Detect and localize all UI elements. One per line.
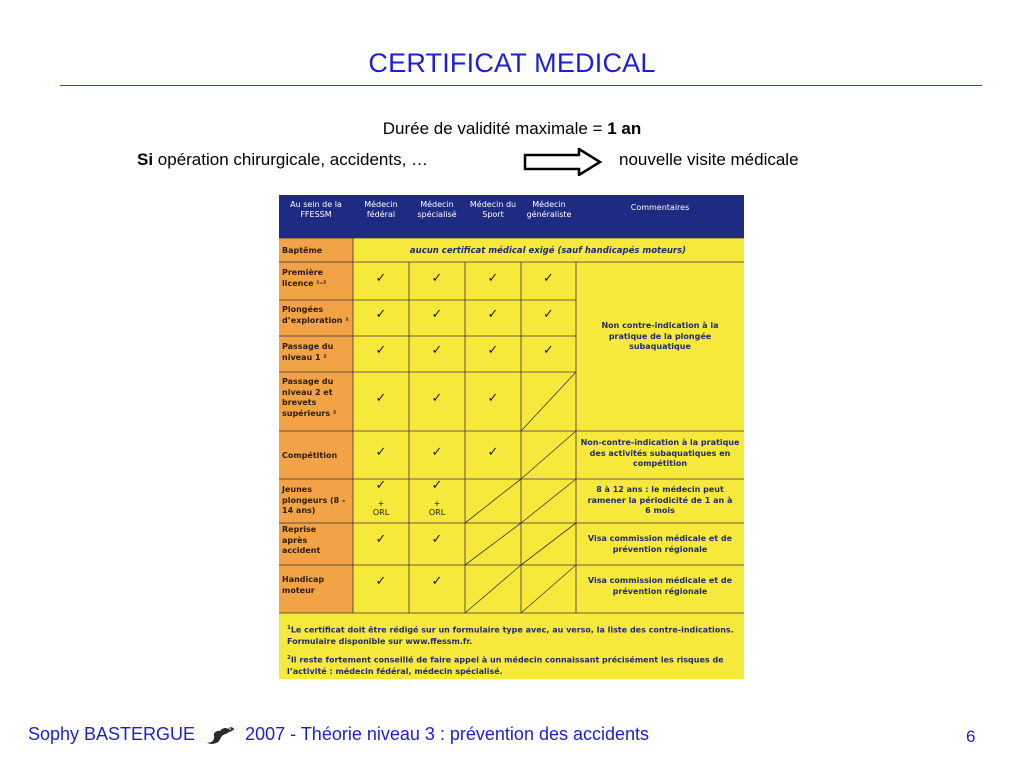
orl-label: ORL (372, 508, 390, 517)
title-divider (60, 85, 982, 86)
row-label-bapteme: Baptême (282, 246, 323, 255)
condition-si: Si (137, 150, 154, 169)
check-mark: ✓ (375, 478, 387, 493)
footer-author: Sophy BASTERGUE (28, 724, 196, 744)
check-mark: ✓ (543, 307, 554, 322)
comment-non-contre-indication: Non contre-indication à la pratique de la plongée subaquatique (601, 321, 719, 351)
footnote-2-text: Il reste fortement conseillé de faire appel à un médecin connaissant précisément les risques de l’activité : médecin fédéral, médecin spécialisé. (287, 655, 724, 676)
orl-label: ORL (428, 508, 446, 517)
check-mark: ✓ (375, 343, 387, 358)
orl-plus: + (377, 499, 385, 508)
row-label-reprise: Reprise après accident (282, 525, 321, 555)
seahorse-logo-icon (203, 724, 237, 746)
check-mark: ✓ (431, 478, 443, 493)
page-number: 6 (966, 727, 976, 746)
check-mark: ✓ (375, 532, 387, 547)
orl-plus: + (433, 499, 441, 508)
check-mark: ✓ (375, 271, 387, 286)
condition-line (137, 150, 428, 170)
footnote-1 (287, 623, 737, 647)
check-mark: ✓ (375, 574, 387, 589)
comment-handicap: Visa commission médicale et de prévention régionale (587, 576, 733, 596)
check-mark: ✓ (375, 445, 387, 460)
condition-result: nouvelle visite médicale (619, 150, 799, 169)
row-label-niveau1: Passage du niveau 1 ² (282, 342, 334, 362)
footnote-1-text: Le certificat doit être rédigé sur un formulaire type avec, au verso, la liste des contre-indications. Formulaire disponible sur www.ffessm.fr. (287, 625, 734, 646)
row-label-premiere-licence: Première licence ¹·² (282, 268, 327, 288)
check-mark: ✓ (431, 343, 443, 358)
check-mark: ✓ (431, 307, 443, 322)
check-mark: ✓ (487, 343, 499, 358)
header-sport: Médecin du Sport (469, 200, 517, 219)
header-federal: Médecin fédéral (364, 200, 398, 219)
comment-competition: Non-contre-indication à la pratique des activités subaquatiques en compétition (580, 438, 740, 468)
slide-footer (28, 724, 649, 746)
check-mark: ✓ (431, 532, 443, 547)
table-grid (279, 195, 744, 679)
check-mark: ✓ (543, 343, 554, 358)
header-generaliste: Médecin généraliste (526, 200, 572, 219)
check-mark: ✓ (431, 445, 443, 460)
footnote-2 (287, 653, 737, 677)
validity-duration: 1 an (607, 119, 642, 138)
check-mark: ✓ (543, 271, 554, 286)
arrow-right-icon (523, 148, 603, 176)
bapteme-note: aucun certificat médical exigé (sauf handicapés moteurs) (409, 246, 687, 256)
footnote-2-mark: 2 (287, 655, 291, 661)
check-mark: ✓ (431, 391, 443, 406)
header-commentaires: Commentaires (630, 203, 690, 212)
check-mark: ✓ (487, 391, 499, 406)
footnote-1-mark: 1 (287, 625, 291, 631)
check-mark: ✓ (431, 271, 443, 286)
check-mark: ✓ (375, 391, 387, 406)
certificate-table (279, 195, 744, 679)
slide-title: CERTIFICAT MEDICAL (368, 48, 656, 78)
condition-text: opération chirurgicale, accidents, … (153, 150, 429, 169)
comment-reprise: Visa commission médicale et de prévention régionale (587, 534, 733, 554)
check-mark: ✓ (375, 307, 387, 322)
validity-text: Durée de validité maximale = (382, 119, 608, 138)
row-label-exploration: Plongées d’exploration ² (282, 305, 349, 325)
check-mark: ✓ (487, 307, 499, 322)
row-label-jeunes: Jeunes plongeurs (8 - 14 ans) (282, 485, 346, 515)
validity-line (0, 119, 1024, 139)
check-mark: ✓ (487, 445, 499, 460)
row-label-handicap: Handicap moteur (282, 575, 325, 595)
row-label-niveau2: Passage du niveau 2 et brevets supérieurs ² (282, 377, 337, 418)
check-mark: ✓ (431, 574, 443, 589)
comment-jeunes: 8 à 12 ans : le médecin peut ramener la périodicité de 1 an à 6 mois (587, 485, 733, 515)
header-specialise: Médecin spécialisé (417, 200, 457, 219)
check-mark: ✓ (487, 271, 499, 286)
row-label-competition: Compétition (282, 451, 338, 460)
footer-text: 2007 - Théorie niveau 3 : prévention des accidents (245, 724, 650, 744)
header-ffessm: Au sein de la FFESSM (290, 200, 342, 219)
